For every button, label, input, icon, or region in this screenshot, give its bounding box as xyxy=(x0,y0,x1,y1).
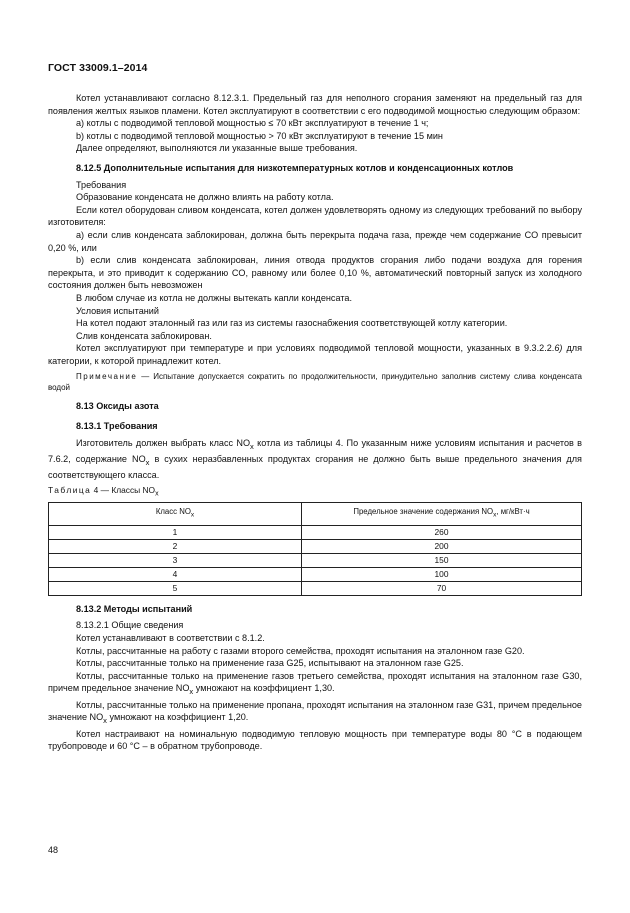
document-header: ГОСТ 33009.1–2014 xyxy=(48,62,148,74)
paragraph: На котел подают эталонный газ или газ из системы газоснабжения соответствующей котлу категории. xyxy=(76,318,508,329)
paragraph xyxy=(48,437,582,482)
subscript: x xyxy=(189,687,194,697)
table-row xyxy=(49,567,582,581)
text-span: умножают на коэффициент 1,30. xyxy=(193,683,335,694)
table-cell: 260 xyxy=(302,525,582,539)
note-text: — Испытание допускается сократить по продолжительности, принудительно заполнив систему слива конденсата водой xyxy=(48,372,582,393)
table-cell: 150 xyxy=(302,553,582,567)
text-span: для категории, к которой принадлежит котел. xyxy=(48,343,582,366)
text-span: Котел эксплуатируют при температуре и при условиях подводимой тепловой мощности, указанных в 9.3.2.2. xyxy=(76,343,555,354)
section-heading: 8.13.1 Требования xyxy=(76,421,158,432)
table-row xyxy=(49,581,582,595)
table-row xyxy=(49,525,582,539)
text-span: в сухих неразбавленных продуктах сгорания не должно быть выше предельного значения для соответствующего класса. xyxy=(48,454,582,481)
paragraph: Условия испытаний xyxy=(76,305,159,316)
table-cell: 2 xyxy=(49,539,302,553)
paragraph: Далее определяют, выполняются ли указанные выше требования. xyxy=(76,143,358,154)
paragraph xyxy=(48,670,582,699)
paragraph: b) котлы с подводимой тепловой мощностью > 70 кВт эксплуатируют в течение 15 мин xyxy=(76,130,443,141)
table-cell: 3 xyxy=(49,553,302,567)
table-cell: 1 xyxy=(49,525,302,539)
table-caption-label: Таблица xyxy=(48,485,92,496)
page-number: 48 xyxy=(48,845,59,855)
table-cell: 5 xyxy=(49,581,302,595)
section-heading: 8.13 Оксиды азота xyxy=(76,401,159,412)
paragraph: 8.13.2.1 Общие сведения xyxy=(76,620,184,631)
table-header-row xyxy=(49,503,582,526)
nox-classes-table xyxy=(48,502,582,596)
table-cell: 70 xyxy=(302,581,582,595)
paragraph: a) котлы с подводимой тепловой мощностью ≤ 70 кВт эксплуатируют в течение 1 ч; xyxy=(76,118,429,129)
footnote-ref: 6) xyxy=(554,343,563,354)
paragraph: Котлы, рассчитанные на работу с газами второго семейства, проходят испытания на эталонном газе G20. xyxy=(76,645,525,656)
section-heading: 8.13.2 Методы испытаний xyxy=(76,603,193,614)
table-cell: 100 xyxy=(302,567,582,581)
note-label: Примечание xyxy=(76,372,138,382)
paragraph: a) если слив конденсата заблокирован, должна быть перекрыта подача газа, прежде чем содержание CO превысит 0,20 %, или xyxy=(48,229,582,253)
text-span: Котлы, рассчитанные только на применение газов третьего семейства, проходят испытания на эталонном газе G30, причем предельное значение NO xyxy=(48,670,582,694)
subscript: x xyxy=(103,716,107,726)
document-body xyxy=(48,92,582,753)
paragraph: Котел устанавливают в соответствии с 8.1.2. xyxy=(76,633,265,644)
table-row xyxy=(49,553,582,567)
paragraph: Требования xyxy=(76,179,127,190)
note xyxy=(48,371,582,393)
paragraph: Котел настраивают на номинальную подводимую тепловую мощность при температуре воды 80 °С в подающем трубопроводе и 60 °С – в обратном трубопроводе. xyxy=(48,728,582,752)
column-header-class: Класс $NO_x$ xyxy=(49,503,302,526)
paragraph xyxy=(48,699,582,728)
paragraph: Котлы, рассчитанные только на применение газа G25, испытывают на эталонном газе G25. xyxy=(76,658,464,669)
paragraph: Котел устанавливают согласно 8.12.3.1. Предельный газ для неполного сгорания заменяют на предельный газ для появления желтых языков пламени. Котел эксплуатируют в соответствии с его подводимой мощностью следующим образом: xyxy=(48,93,582,116)
paragraph: b) если слив конденсата заблокирован, линия отвода продуктов сгорания либо подачи воздуха для горения перекрыта, и это приводит к содержанию CO, равному или более 0,10 %, автоматический повторный запуск из холодного состояния должен быть невозможен xyxy=(48,255,582,291)
paragraph: В любом случае из котла не должны вытекать капли конденсата. xyxy=(76,292,352,303)
table-caption-text: 4 — Классы NO xyxy=(91,485,156,496)
subscript: x xyxy=(250,441,254,451)
paragraph: Слив конденсата заблокирован. xyxy=(76,330,212,341)
table-caption xyxy=(48,484,582,501)
table-cell: 4 xyxy=(49,567,302,581)
text-span: котла из таблицы 4. По указанным ниже условиям испытания и расчетов в 7.6.2, содержание NO xyxy=(48,437,582,465)
text-span: умножают на коэффициент 1,20. xyxy=(106,712,249,723)
paragraph xyxy=(48,342,582,367)
table-row xyxy=(49,539,582,553)
paragraph: Образование конденсата не должно влиять на работу котла. xyxy=(76,192,334,203)
table-cell: 200 xyxy=(302,539,582,553)
text-span: Изготовитель должен выбрать класс NO xyxy=(76,437,251,448)
section-heading: 8.12.5 Дополнительные испытания для низкотемпературных котлов и конденсационных котлов xyxy=(76,162,514,173)
subscript: x xyxy=(155,490,159,498)
column-header-limit: Предельное значение содержания $NO_x$, мг/кВт·ч xyxy=(302,503,582,526)
subscript: x xyxy=(145,457,150,467)
paragraph: Если котел оборудован сливом конденсата, котел должен удовлетворять одному из следующих требований по выбору изготовителя: xyxy=(48,204,582,228)
text-span: Котлы, рассчитанные только на применение пропана, проходят испытания на эталонном газе G31, причем предельное значение NO xyxy=(48,699,582,723)
